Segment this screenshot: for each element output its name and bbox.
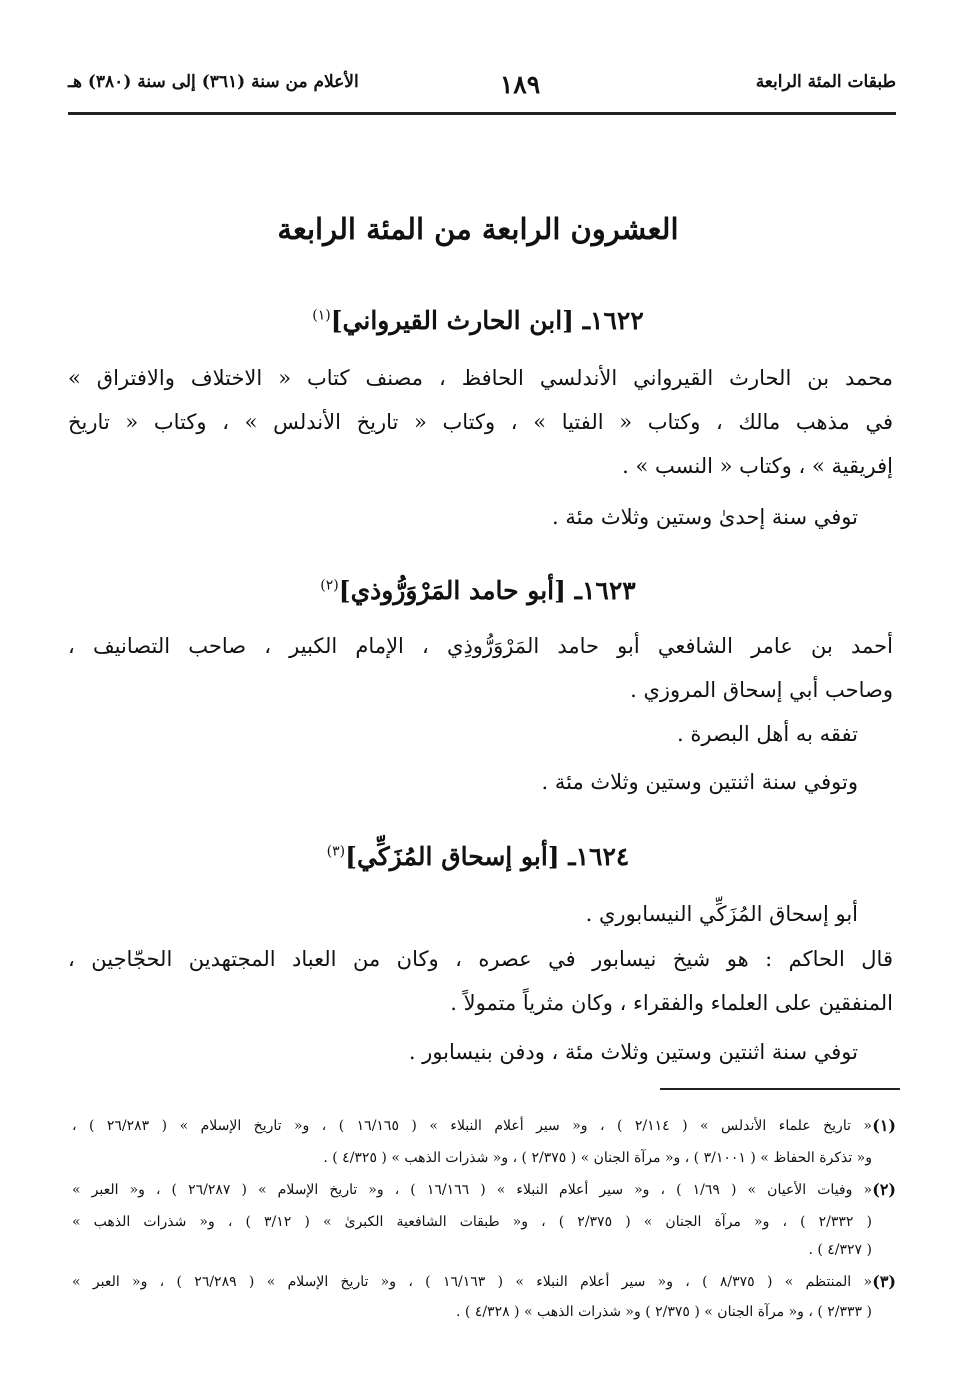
header-year-range: الأعلام من سنة (٣٦١) إلى سنة (٣٨٠) هـ — [68, 72, 359, 92]
entry-text-line: المنفقين على العلماء والفقراء ، وكان مثرياً متمولاً . — [450, 991, 893, 1015]
entry-text-line: قال الحاكم : هو شيخ نيسابور في عصره ، وكان من العباد المجتهدين الحجّاجين ، — [68, 947, 893, 971]
running-header — [68, 62, 896, 115]
footnote-line: و« تذكرة الحفاظ » ( ٣/١٠٠١ ) ، و« مرآة الجنان » ( ٢/٣٧٥ ) ، و« شذرات الذهب » ( ٤/٣٢٥ ) . — [323, 1150, 872, 1166]
entry-text-line: وصاحب أبي إسحاق المروزي . — [630, 678, 893, 702]
footnote-ref: (٣) — [326, 843, 346, 860]
page-number: ١٨٩ — [499, 70, 541, 99]
footnote-line: « وفيات الأعيان » ( ١/٦٩ ) ، و« سير أعلام النبلاء » ( ١٦/١٦٦ ) ، و« تاريخ الإسلام » ( ٢٦/٢٨٧ ) ، و« العبر » — [72, 1182, 873, 1198]
footnote-line: « تاريخ علماء الأندلس » ( ٢/١١٤ ) ، و« سير أعلام النبلاء » ( ١٦/١٦٥ ) ، و« تاريخ الإسلام » ( ٢٦/٢٨٣ ) ، — [72, 1118, 872, 1134]
footnote-line: ( ٢/٣٣٣ ) ، و« مرآة الجنان » ( ٢/٣٧٥ ) و« شذرات الذهب » ( ٤/٣٢٨ ) . — [456, 1304, 872, 1320]
footnote-line: ( ٤/٣٢٧ ) . — [808, 1242, 872, 1258]
entry-text-line: أبو إسحاق المُزَكِّي النيسابوري . — [585, 902, 858, 926]
entry-text-line: في مذهب مالك ، وكتاب « الفتيا » ، وكتاب « تاريخ الأندلس » ، وكتاب « تاريخ — [68, 410, 893, 434]
entry-text-line: توفي سنة اثنتين وستين وثلاث مئة ، ودفن بنيسابور . — [408, 1040, 858, 1064]
entry-text-line: محمد بن الحارث القيرواني الأندلسي الحافظ ، مصنف كتاب « الاختلاف والافتراق » — [68, 366, 893, 390]
footnote-divider — [660, 1088, 900, 1090]
entry-title-text: ١٦٢٢ـ [ابن الحارث القيرواني] — [330, 306, 644, 335]
header-book-section: طبقات المئة الرابعة — [755, 72, 896, 92]
footnote-ref: (١) — [312, 307, 331, 324]
entry-text-line: إفريقية » ، وكتاب « النسب » . — [622, 454, 893, 478]
entry-text-line: تفقه به أهل البصرة . — [676, 722, 858, 746]
footnote-ref: (٢) — [320, 577, 339, 594]
footnote-line: ( ٢/٣٣٢ ) ، و« مرآة الجنان » ( ٢/٣٧٥ ) ، و« طبقات الشافعية الكبرىٰ » ( ٣/١٢ ) ، و« شذرات الذهب » — [72, 1214, 872, 1230]
entry-title — [0, 842, 956, 871]
footnote-number: (١) — [872, 1116, 896, 1135]
footnote-number: (٢) — [872, 1180, 896, 1199]
entry-text-line: أحمد بن عامر الشافعي أبو حامد المَرْوَرُّوذِي ، الإمام الكبير ، صاحب التصانيف ، — [68, 634, 893, 658]
entry-title-text: ١٦٢٤ـ [أبو إسحاق المُزَكِّي] — [345, 842, 630, 871]
section-title: العشرون الرابعة من المئة الرابعة — [277, 212, 679, 246]
entry-title-text: ١٦٢٣ـ [أبو حامد المَرْوَرُّوذي] — [338, 576, 636, 605]
entry-text-line: توفي سنة إحدىٰ وستين وثلاث مئة . — [552, 505, 858, 529]
entry-title — [0, 576, 956, 605]
entry-title — [0, 306, 956, 335]
entry-text-line: وتوفي سنة اثنتين وستين وثلاث مئة . — [541, 770, 858, 794]
footnote-line: « المنتظم » ( ٨/٣٧٥ ) ، و« سير أعلام النبلاء » ( ١٦/١٦٣ ) ، و« تاريخ الإسلام » ( ٢٦/٢٨٩ ) ، و« العبر » — [72, 1274, 873, 1290]
footnote-number: (٣) — [872, 1272, 896, 1291]
